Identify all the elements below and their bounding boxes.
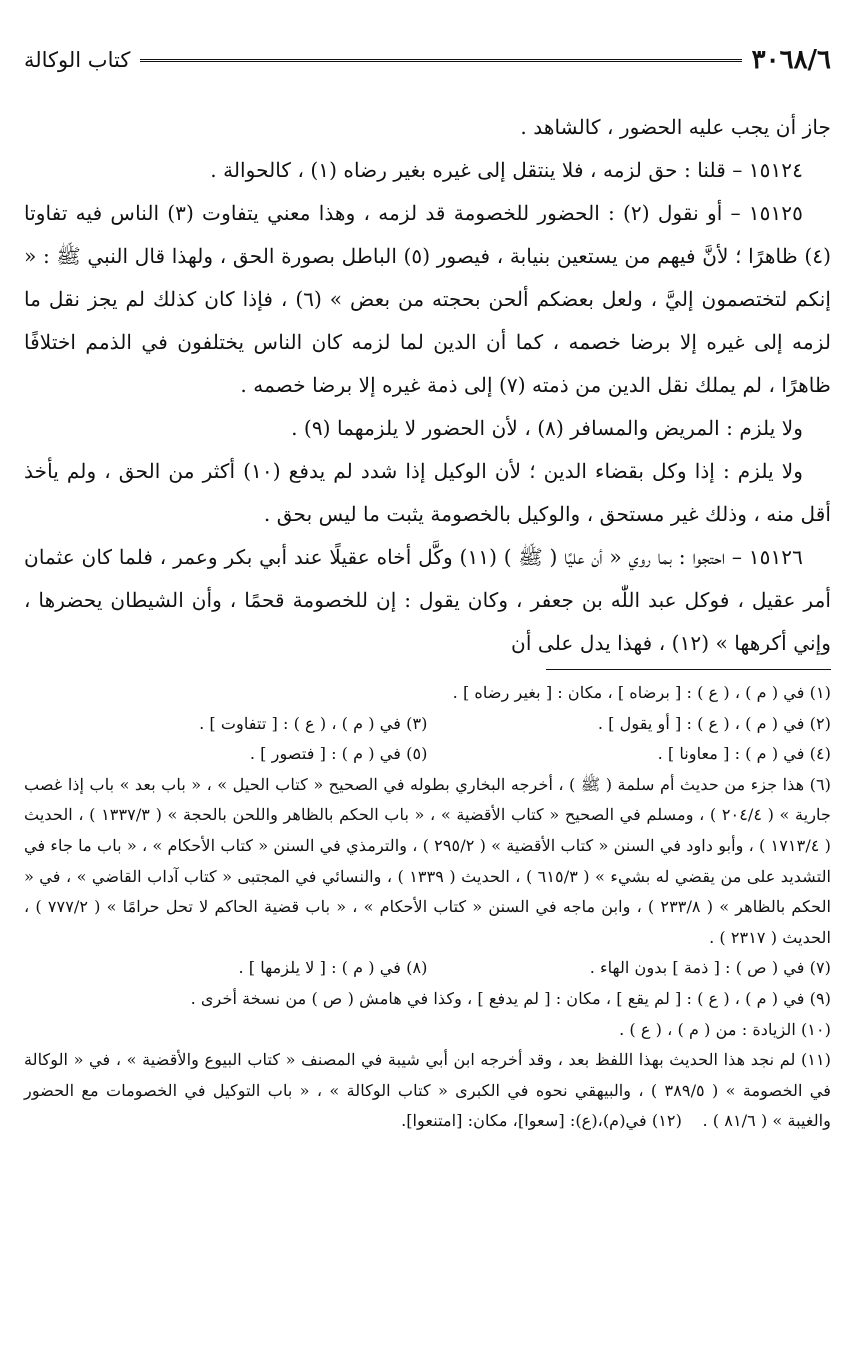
footnote: (٩) في ( م ) ، ( ع ) : [ لم يقع ] ، مكان : [ لم يدفع ] ، وكذا في هامش ( ص ) من نسخة أخرى . xyxy=(190,988,831,1008)
footnote-row xyxy=(24,953,831,984)
footnote: (٧) في ( ص ) : [ ذمة ] بدون الهاء . xyxy=(589,958,831,978)
footnote xyxy=(24,1045,831,1137)
book-page xyxy=(24,38,831,1137)
paragraph: ١٥١٢٦ – احتجوا : بما روي « أن عليًا ( ﷺ ) (١١) وكَّل أخاه عقيلًا عند أبي بكر وعمر ، فلما كان عثمان أمر عقيل ، فوكل عبد اللّٰه بن جعفر ، وكان يقول : إن للخصومة قحمًا ، وأن الشيطان يحضرها ، وإني أكرهها » (١٢) ، فهذا يدل على أن xyxy=(24,545,831,655)
footnote-text: (١١) لم نجد هذا الحديث بهذا اللفظ بعد ، وقد أخرجه ابن أبي شيبة في المصنف « كتاب البيوع والأقضية » ، في « الوكالة في الخصومة » ( ٣٨٩/٥ ) ، والبيهقي نحوه في الكبرى « كتاب الوكالة » ، « باب التوكيل في الخصومات مع الحضور والغيبة » ( ٨١/٦ ) . xyxy=(24,1050,831,1131)
page-number: ٣٠٦٨/٦ xyxy=(751,45,831,75)
footnote: (٢) في ( م ) ، ( ع ) : [ أو يقول ] . xyxy=(597,713,831,733)
main-text xyxy=(24,106,831,665)
paragraph: ١٥١٢٥ – أو نقول (٢) : الحضور للخصومة قد لزمه ، وهذا معني يتفاوت (٣) الناس فيه تفاوتا (٤) ظاهرًا ؛ لأنَّ فيهم من يستعين بنيابة ، فيصور (٥) الباطل بصورة الحق ، ولهذا قال النبي ﷺ : « إنكم لتختصمون إليَّ ، ولعل بعضكم ألحن بحجته من بعض » (٦) ، فإذا كان كذلك لم يجز نقل ما لزمه إلى غيره إلا برضا خصمه ، كما أن الدين لما لزمه كان الناس يختلفون في الذمم اختلافًا ظاهرًا ، لم يملك نقل الدين من ذمته (٧) إلى ذمة غيره إلا برضا خصمه . xyxy=(24,201,831,397)
paragraph: ولا يلزم : المريض والمسافر (٨) ، لأن الحضور لا يلزمهما (٩) . xyxy=(291,416,803,440)
paragraph: ولا يلزم : إذا وكل بقضاء الدين ؛ لأن الوكيل إذا شدد لم يدفع (١٠) أكثر من الحق ، ولم يأخذ أقل منه ، وذلك غير مستحق ، والوكيل بالخصومة يثبت ما ليس بحق . xyxy=(24,459,831,526)
footnote: (١٠) الزيادة : من ( م ) ، ( ع ) . xyxy=(619,1019,831,1039)
paragraph: جاز أن يجب عليه الحضور ، كالشاهد . xyxy=(520,115,831,139)
footnote-row xyxy=(24,739,831,770)
footnote: (٤) في ( م ) : [ معاونا ] . xyxy=(657,744,831,764)
footnote: (١) في ( م ) ، ( ع ) : [ برضاه ] ، مكان : [ بغير رضاه ] . xyxy=(452,683,831,702)
footnote-separator xyxy=(546,669,831,670)
paragraph: ١٥١٢٤ – قلنا : حق لزمه ، فلا ينتقل إلى غيره بغير رضاه (١) ، كالحوالة . xyxy=(210,158,803,182)
footnote: (٣) في ( م ) ، ( ع ) : [ تتفاوت ] . xyxy=(199,713,428,733)
footnotes xyxy=(24,678,831,1137)
footnote-text: (١٢) في(م)،(ع): [سعوا]، مكان: [امتنعوا]. xyxy=(401,1111,682,1131)
header-rule xyxy=(140,59,741,62)
footnote: (٦) هذا جزء من حديث أم سلمة ( ﷺ ) ، أخرجه البخاري بطوله في الصحيح « كتاب الحيل » ، « باب بعد » باب إذا غصب جارية » ( ٢٠٤/٤ ) ، ومسلم في الصحيح « كتاب الأقضية » ، « باب الحكم بالظاهر واللحن بالحجة » ( ١٣٣٧/٣ ) ، الحديث ( ١٧١٣/٤ ) ، وأبو داود في السنن « كتاب الأقضية » ( ٢٩٥/٢ ) ، والترمذي في السنن « كتاب الأحكام » ، « باب ما جاء في التشديد على من يقضي له بشيء » ( ٦١٥/٣ ) ، الحديث ( ١٣٣٩ ) ، والنسائي في المجتبى « كتاب آداب القاضي » ، في « الحكم بالظاهر » ( ٢٣٣/٨ ) ، وابن ماجه في السنن « كتاب الأحكام » ، « باب قضية الحاكم لا تحل حرامًا » ( ٧٧٧/٢ ) ، الحديث ( ٢٣١٧ ) . xyxy=(24,774,832,947)
footnote-row xyxy=(24,709,831,740)
page-header xyxy=(24,38,831,82)
footnote: (٥) في ( م ) : [ فتصور ] . xyxy=(249,744,428,764)
book-title: كتاب الوكالة xyxy=(24,48,131,72)
footnote: (٨) في ( م ) : [ لا يلزمها ] . xyxy=(238,958,428,978)
